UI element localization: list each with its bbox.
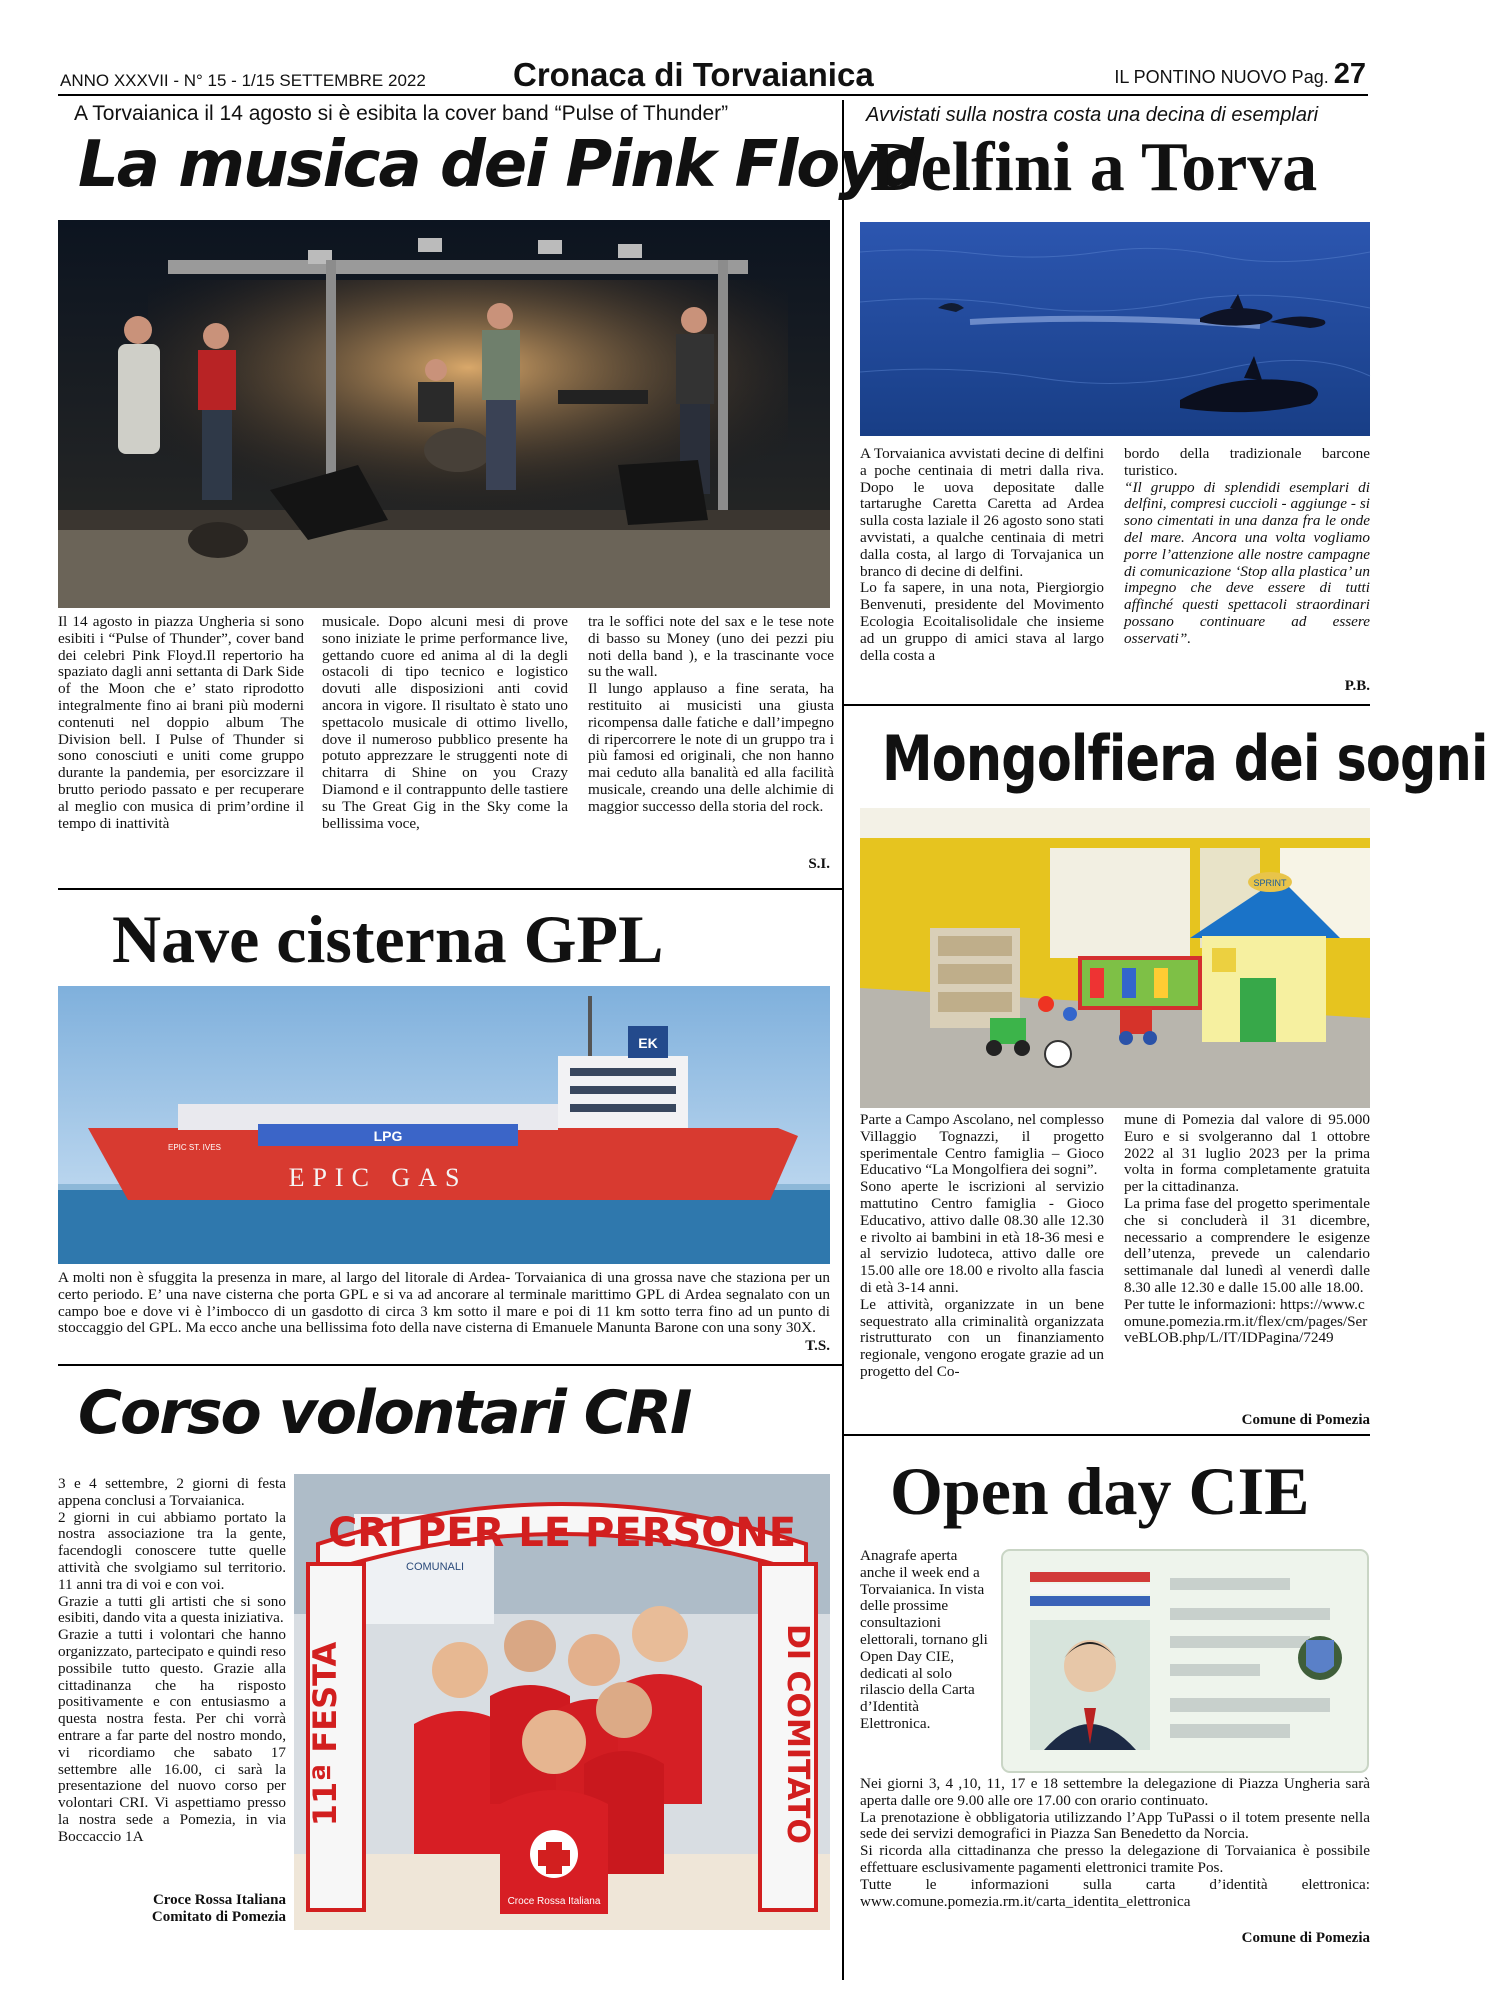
cie-text-para3: Si ricorda alla cittadinanza che presso la delegazione di Torvaianica è possibile effettuare esclusivamente pagamenti elettronici tramite Pos. [860, 1842, 1370, 1876]
pink-title: La musica dei Pink Floyd [78, 128, 922, 202]
pink-signature: S.I. [808, 856, 830, 872]
pink-col2: musicale. Dopo alcuni mesi di prove sono iniziate le prime performance live, gettando cuore ed anima al di la degli ostacoli di tipo tecnico e logistico dovuti alle disposizioni anti covid ancora in vigore. Il risultato è stato uno spettacolo musicale di ottimo livello, dove il numeroso pubblico presente ha potuto apprezzare le struggenti note di chitarra di Shine on you Crazy Diamond e il contrappunto delle tastiere su The Great Gig in the Sky come la bellissima voce, [322, 613, 568, 832]
cri-photo [294, 1474, 830, 1930]
delfini-col1-para1: A Torvaianica avvistati decine di delfini a poche centinaia di metri dalla riva. Dopo le uova depositate dalle tartarughe Caretta Caretta ad Ardea sulla costa laziale il 26 agosto sono stati avvistati, a qualche centinaia di metri dalla costa, al largo di Torvajanica un branco di decine di delfini. [860, 445, 1104, 580]
hull-text: EPIC GAS [288, 1163, 468, 1192]
mongolfiera-info-link: Per tutte le informazioni: https://www.comune.pomezia.rm.it/flex/cm/pages/ServeBLOB.php/L/IT/IDPagina/7249 [1124, 1295, 1368, 1347]
frame-left-text: 11ª FESTA [306, 1641, 344, 1827]
page-number: 27 [1333, 58, 1366, 90]
masthead [58, 58, 1368, 96]
mongolfiera-col1-para2: Sono aperte le iscrizioni al servizio mattutino Centro famiglia - Gioco Educativo, attivo dalle 08.30 alle 12.30 e rivolto ai bambini in età 18-36 mesi e al servizio ludoteca, attivo dalle ore 15.00 alle ore 18.00 e rivolto alla fascia di età 3-14 anni. [860, 1178, 1104, 1296]
cie-col: Anagrafe aperta anche il week end a Torvaianica. In vista delle prossime consultazioni elettorali, tornano gli Open Day CIE, dedicati al solo rilascio della Carta d’Identità Elettronica. [860, 1547, 988, 1732]
cri-text-para4: Grazie a tutti i volontari che hanno organizzato, partecipato e quindi reso possibile tutto questo. Grazie alla cittadinanza che ha risposto positivamente e con entusiasmo a questa nostra festa. Per chi vorrà entrare a far parte del nostro mondo, vi ricordiamo che sabato 17 settembre alle 16.00, ci sarà la presentazione del nuovo corso per volontari CRI. Vi aspettiamo presso la nostra sede a Pomezia, in via Boccaccio 1A [58, 1626, 286, 1845]
mongolfiera-col2-para2: La prima fase del progetto sperimentale che si concluderà il 31 dicembre, necessario a comprendere le esigenze dell’utenza, prevede un calendario settimanale dal lunedì al venerdì dalle 8.30 alle 12.30 e dalle 15.00 alle 18.00. [1124, 1194, 1370, 1296]
delfini-kicker: Avvistati sulla nostra costa una decina di esemplari [866, 104, 1319, 126]
issue-info: ANNO XXXVII - N° 15 - 1/15 SETTEMBRE 2022 [60, 71, 426, 90]
concert-photo [58, 220, 830, 608]
pink-col3 [588, 614, 834, 816]
pink-col1: Il 14 agosto in piazza Ungheria si sono esibiti i “Pulse of Thunder”, cover band dei celebri Pink Floyd.Il repertorio ha spaziato dagli anni settanta di Dark Side of the Moon che e’ stato riprodotto integralmente fino ai brani più moderni contenuti nel doppio album The Division bell. I Pulse of Thunder si sono conosciuti e uniti come gruppo durante la pandemia, per esorcizzare il brutto periodo passato e per recuperare al meglio con musica di prim’ordine il tempo di inattività [58, 613, 304, 832]
shirt-badge: Croce Rossa Italiana [507, 1896, 601, 1907]
mongolfiera-col1-para1: Parte a Campo Ascolano, nel complesso Villaggio Tognazzi, il progetto sperimentale Centro famiglia – Gioco Educativo “La Mongolfiera dei sogni”. [860, 1111, 1104, 1179]
mongolfiera-signature: Comune di Pomezia [1241, 1412, 1370, 1428]
section-title: Cronaca di Torvaianica [513, 56, 874, 93]
cie-text [860, 1776, 1370, 1910]
mongolfiera-col1 [860, 1112, 1104, 1381]
nave-title: Nave cisterna GPL [112, 901, 664, 977]
cri-text-para1: 3 e 4 settembre, 2 giorni di festa appena conclusi a Torvaianica. [58, 1475, 286, 1509]
ship-photo [58, 986, 830, 1264]
pink-kicker: A Torvaianica il 14 agosto si è esibita la cover band “Pulse of Thunder” [74, 102, 729, 125]
mongolfiera-col1-para3: Le attività, organizzate in un bene sequestrato alla criminalità organizzata ristrutturato con un finanziamento regionale, vengono erogate grazie ad un progetto del Co- [860, 1295, 1104, 1380]
column-divider [842, 100, 844, 1980]
delfini-title: Delfini a Torva [870, 129, 1318, 206]
guitarist-center [482, 303, 520, 490]
cie-text-para1: Nei giorni 3, 4 ,10, 11, 17 e 18 settembre la delegazione di Piazza Ungheria sarà aperta dalle ore 9.00 alle ore 17.00 con orario continuato. [860, 1775, 1370, 1809]
pink-col3-para2: Il lungo applauso a fine serata, ha restituito ai musicisti una giusta ricompensa dalle fatiche e dall’impegno di ripercorrere le note di un gruppo tra i più famosi ed originali, che non hanno mai ceduto alla banalità ed alla facilità musicale, creando una delle alchimie di maggior successo della storia del rock. [588, 680, 834, 815]
rule-mongolfiera [844, 1434, 1370, 1436]
cri-signature [58, 1892, 286, 1926]
cie-signature: Comune di Pomezia [1241, 1930, 1370, 1946]
funnel-logo: EK [638, 1035, 658, 1051]
rule-delfini [844, 704, 1370, 706]
nave-text: A molti non è sfuggita la presenza in mare, al largo del litorale di Ardea- Torvaianica di una grossa nave che staziona per un certo periodo. E’ una nave cisterna che porta GPL e si va ad ancorare al terminale marittimo GPL di Ardea segnalato con un campo boe e dove vi è l’imbocco di un gasdotto di circa 3 km sotto il mare e poi di 11 km sotto terra fino ad un punto di stoccaggio del GPL. Ma ecco anche una bellissima foto della nave cisterna di Emanuele Manunta Barone con una sony 30X. [58, 1269, 830, 1337]
frame-top-text: CRI PER LE PERSONE [327, 1510, 797, 1556]
tank-label: LPG [373, 1128, 403, 1144]
paper-name: IL PONTINO NUOVO Pag. [1114, 67, 1329, 87]
delfini-quote: “Il gruppo di splendidi esemplari di delfini, compresi cuccioli - aggiunge - si sono cimentati in una danza fra le onde del mare. Ancora una volta vogliamo porre l’attenzione alle nostre campagne di comunicazione ‘Stop alla plastica’ un impegno che deve essere di tutti affinché questi spettacoli straordinari possano continuare ad essere osservati”. [1124, 478, 1370, 647]
frame-right-text: DI COMITATO [780, 1623, 815, 1845]
delfini-signature: P.B. [1344, 678, 1370, 694]
cie-text-para4: Tutte le informazioni sulla carta d’identità elettronica: www.comune.pomezia.rm.it/carta_identita_elettronica [860, 1875, 1370, 1910]
cri-text-para3: Grazie a tutti gli artisti che si sono esibiti, dando vita a questa iniziativa. [58, 1592, 286, 1627]
paper-page [1114, 58, 1366, 91]
playroom-photo [860, 808, 1370, 1108]
house-sign: SPRINT [1253, 878, 1287, 888]
dolphins-photo [860, 222, 1370, 436]
delfini-col2 [1124, 446, 1370, 648]
coat-of-arms [1298, 1636, 1342, 1680]
cie-text-para2: La prenotazione è obbligatoria utilizzando l’App TuPassi o il totem presente nella sede dei servizi demografici in Piazza San Benedetto da Norcia. [860, 1808, 1370, 1843]
rule-pink [58, 888, 842, 890]
id-card-image [1000, 1548, 1370, 1774]
mongolfiera-col2-para1: mune di Pomezia dal valore di 95.000 Euro e si svolgeranno dal 1 ottobre 2022 al 31 luglio 2023 per la prima volta in forma completamente gratuita per la cittadinanza. [1124, 1111, 1370, 1196]
mongolfiera-col2 [1124, 1112, 1370, 1347]
cri-title: Corso volontari CRI [78, 1378, 691, 1448]
delfini-col1-para2: Lo fa sapere, in una nota, Piergiorgio Benvenuti, presidente del Movimento Ecologia Ecoitalisolidale che insieme ad un gruppo di amici stava al largo della costa a [860, 579, 1104, 664]
nave-signature: T.S. [805, 1338, 830, 1354]
building-sign: COMUNALI [406, 1561, 465, 1573]
ship-name: EPIC ST. IVES [168, 1143, 221, 1152]
cri-text [58, 1476, 286, 1846]
cri-signature-line1: Croce Rossa Italiana [152, 1892, 286, 1908]
delfini-col1 [860, 446, 1104, 664]
cri-signature-line2: Comitato di Pomezia [151, 1909, 286, 1925]
pink-col3-para1: tra le soffici note del sax e le tese note di basso su Money (uno dei pezzi piu noti della band ), e la trascinante voce su the wall. [588, 613, 834, 681]
mongolfiera-title: Mongolfiera dei sogni [882, 722, 1488, 795]
cri-text-para2: 2 giorni in cui abbiamo portato la nostra associazione tra la gente, facendogli conoscere tutte quelle attività che svolgiamo sul territorio. 11 anni tra di voi e con voi. [58, 1508, 286, 1593]
rule-nave [58, 1364, 842, 1366]
delfini-col2-para1: bordo della tradizionale barcone turistico. [1124, 445, 1370, 479]
cie-title: Open day CIE [890, 1453, 1310, 1529]
